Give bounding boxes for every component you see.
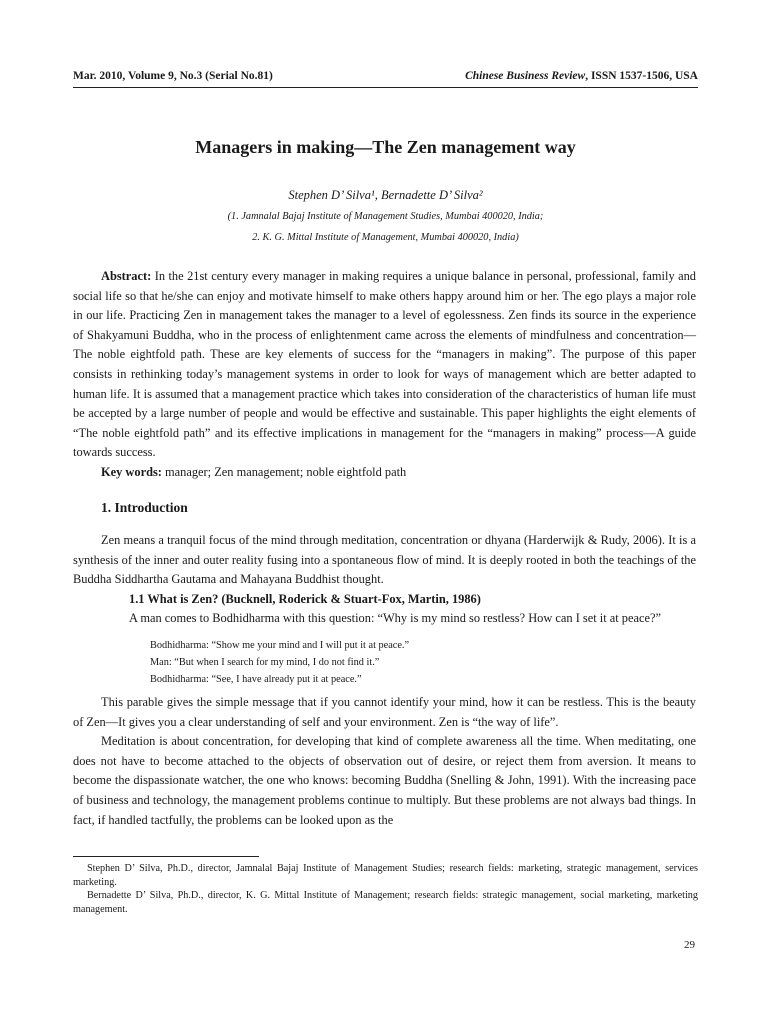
abstract-paragraph	[73, 267, 696, 463]
abstract-label: Abstract:	[101, 269, 152, 283]
keywords-label: Key words:	[101, 464, 162, 479]
journal-issn: , ISSN 1537-1506, USA	[585, 70, 698, 82]
bodhidharma-question: A man comes to Bodhidharma with this question: “Why is my mind so restless? How can I set it at peace?”	[129, 611, 661, 626]
dialogue-line-2: Man: “But when I search for my mind, I do not find it.”	[150, 657, 380, 668]
journal-info	[465, 70, 698, 82]
keywords-paragraph	[73, 463, 696, 483]
issue-info: Mar. 2010, Volume 9, No.3 (Serial No.81)	[73, 70, 273, 82]
intro-paragraph-3: Meditation is about concentration, for developing that kind of complete awareness all the time. When meditating, one does not have to become attached to the objects of observation out of desire, or reject them from aversion. It means to become the dispassionate watcher, the one who knows: becoming Buddha (Snelling & John, 1991). With the increasing pace of business and technology, the management problems continue to multiply. But these problems are not always bad things. In fact, if handled tactfully, the problems can be looked upon as the	[73, 734, 696, 827]
footnote-rule	[73, 856, 259, 857]
affiliation-1: (1. Jamnalal Bajaj Institute of Management Studies, Mumbai 400020, India;	[227, 211, 544, 222]
subsection-heading-what-is-zen: 1.1 What is Zen? (Bucknell, Roderick & Stuart-Fox, Martin, 1986)	[129, 591, 481, 606]
footnote-2: Bernadette D’ Silva, Ph.D., director, K. G. Mittal Institute of Management; research fields: strategic management, social marketing, marketing management.	[73, 890, 698, 915]
after-dialogue-section	[73, 693, 696, 830]
running-header	[73, 70, 698, 82]
abstract-section	[73, 267, 696, 483]
affiliation-2: 2. K. G. Mittal Institute of Management, Mumbai 400020, India)	[252, 232, 519, 243]
paper-title: Managers in making—The Zen management way	[195, 137, 576, 157]
footnote-1: Stephen D’ Silva, Ph.D., director, Jamnalal Bajaj Institute of Management Studies; research fields: marketing, strategic management, services marketing.	[73, 863, 698, 888]
journal-name: Chinese Business Review	[465, 70, 586, 82]
keywords-text: manager; Zen management; noble eightfold path	[161, 464, 407, 479]
author-line: Stephen D’ Silva¹, Bernadette D’ Silva²	[288, 188, 483, 202]
header-rule	[73, 87, 698, 88]
page-number: 29	[684, 939, 695, 951]
intro-paragraph-1: Zen means a tranquil focus of the mind through meditation, concentration or dhyana (Harderwijk & Rudy, 2006). It is a synthesis of the inner and outer reality fusing into a spontaneous flow of mind. It is deeply rooted in both the teachings of the Buddha Siddhartha Gautama and Mahayana Buddhist thought.	[73, 533, 696, 587]
intro-paragraph-2: This parable gives the simple message that if you cannot identify your mind, how it can be restless. This is the beauty of Zen—It gives you a clear understanding of self and your environment. Zen is “the way of life”.	[73, 695, 696, 729]
introduction-section	[73, 531, 696, 629]
dialogue-line-3: Bodhidharma: “See, I have already put it at peace.”	[150, 674, 362, 685]
section-heading-introduction: 1. Introduction	[101, 500, 188, 515]
footnotes	[73, 862, 698, 916]
abstract-text: In the 21st century every manager in making requires a unique balance in personal, professional, family and social life so that he/she can enjoy and motivate himself to make others happy around him or her. The ego plays a major role in our life. Practicing Zen in management takes the manager to a level of egolessness. Zen finds its source in the experience of Shakyamuni Buddha, who in the process of enlightenment came across the elements of mindfulness and concentration—The noble eightfold path. These are key elements of success for the “managers in making”. The purpose of this paper consists in rethinking today’s management systems in order to look for ways of management which are better adapted to human life. It is assumed that a management practice which takes into consideration of the characteristics of human life must be accepted by a large number of people and would be effective and sustainable. This paper highlights the eight elements of “The noble eightfold path” and its effective implications in management for the “managers in making” process—A guide towards success.	[73, 269, 696, 460]
dialogue-quote	[150, 637, 409, 688]
dialogue-line-1: Bodhidharma: “Show me your mind and I will put it at peace.”	[150, 640, 410, 651]
